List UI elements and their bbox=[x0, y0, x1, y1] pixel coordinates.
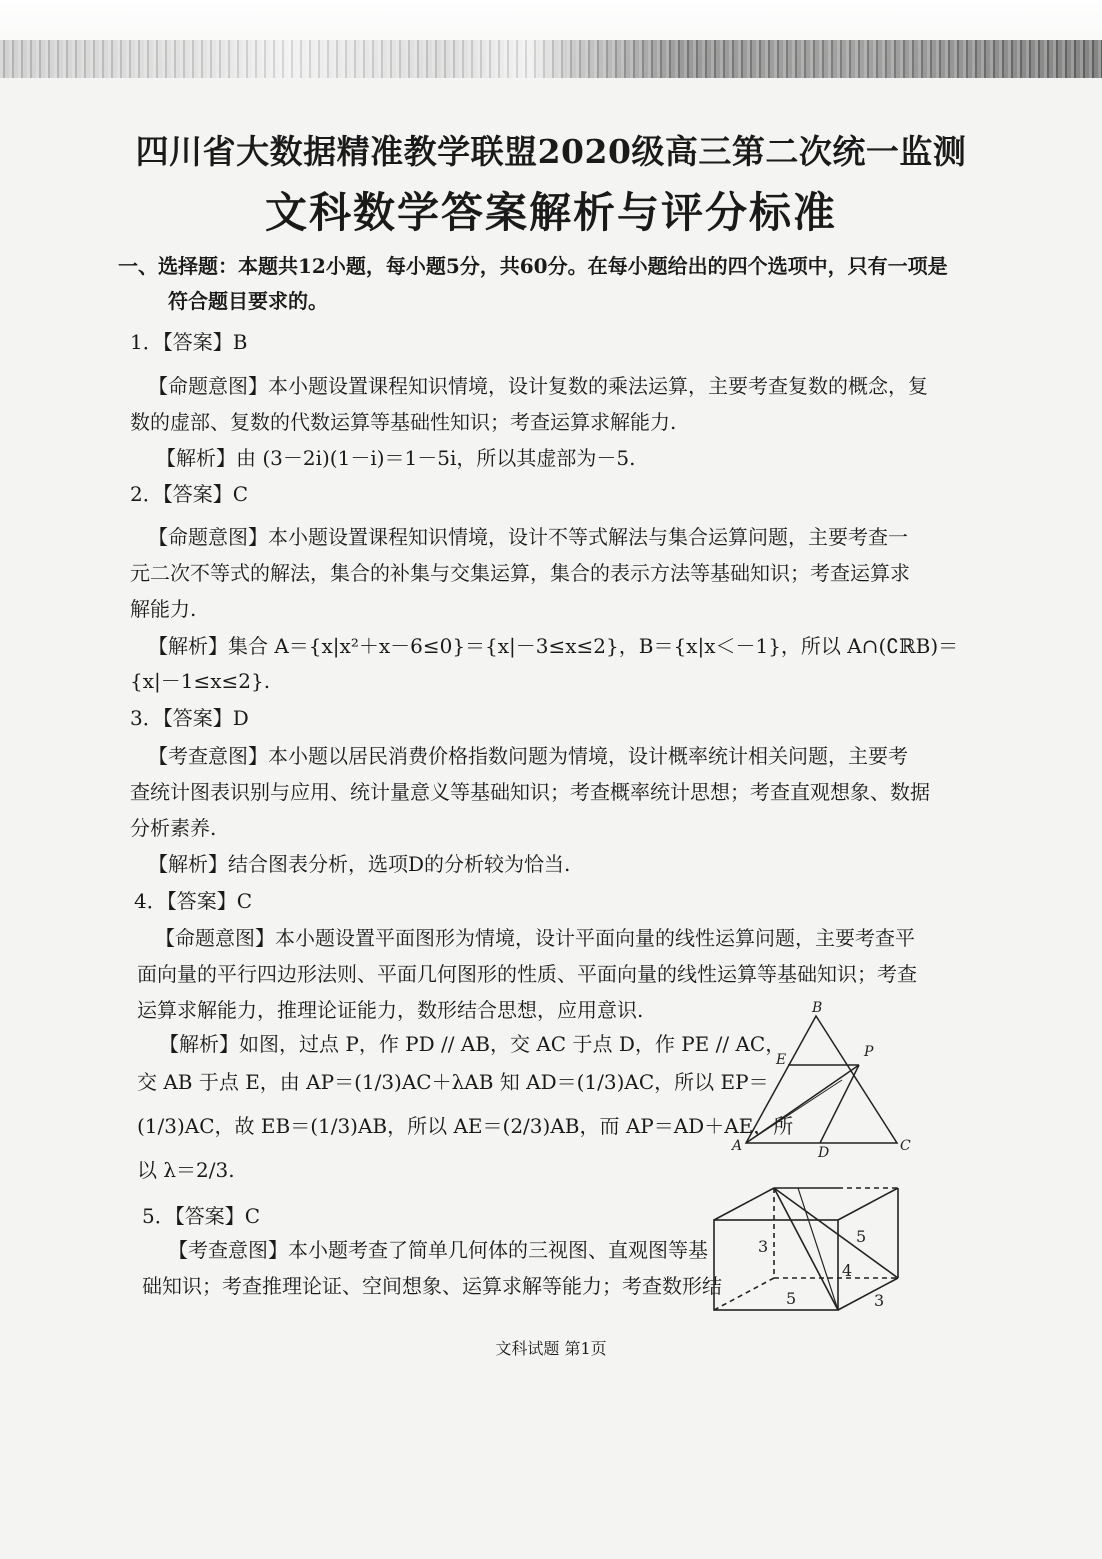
q2-answer: 2．【答案】C bbox=[130, 482, 249, 506]
q4-analysis-cont: 交 AB 于点 E，由 AP＝(1/3)AC＋λAB 知 AD＝(1/3)AC，所以 EP＝ bbox=[137, 1070, 769, 1094]
q5-intent-cont: 础知识；考查推理论证、空间想象、运算求解等能力；考查数形结 bbox=[142, 1274, 722, 1298]
label-p: P bbox=[864, 1044, 874, 1060]
label-e: E bbox=[776, 1052, 787, 1068]
q3-intent: 【考查意图】本小题以居民消费价格指数问题为情境，设计概率统计相关问题，主要考 bbox=[148, 744, 908, 768]
triangle-figure bbox=[724, 1000, 914, 1158]
label-a: A bbox=[732, 1138, 743, 1154]
solid-figure bbox=[708, 1182, 918, 1318]
q1-intent: 【命题意图】本小题设置课程知识情境，设计复数的乘法运算，主要考查复数的概念，复 bbox=[148, 374, 928, 398]
q5-intent: 【考查意图】本小题考查了简单几何体的三视图、直观图等基 bbox=[168, 1238, 708, 1262]
section-heading: 一、选择题：本题共12小题，每小题5分，共60分。在每小题给出的四个选项中，只有一项是 bbox=[118, 254, 948, 278]
page-footer: 文科试题 第1页 bbox=[495, 1339, 607, 1358]
label-b: B bbox=[812, 1000, 823, 1016]
label-c: C bbox=[900, 1138, 911, 1154]
q2-analysis-cont: {x|－1≤x≤2}. bbox=[130, 669, 271, 693]
edge-label-5-right: 5 bbox=[856, 1227, 867, 1246]
document-title: 文科数学答案解析与评分标准 bbox=[264, 188, 837, 237]
q1-analysis: 【解析】由 (3－2i)(1－i)＝1－5i，所以其虚部为－5. bbox=[156, 446, 636, 470]
edge-label-3-left: 3 bbox=[758, 1237, 769, 1256]
label-d: D bbox=[818, 1145, 830, 1158]
q2-intent-cont2: 解能力. bbox=[130, 597, 197, 621]
q3-answer: 3．【答案】D bbox=[130, 706, 249, 730]
edge-label-3-bottom: 3 bbox=[874, 1291, 885, 1310]
q4-answer: 4．【答案】C bbox=[134, 889, 253, 913]
exam-title: 四川省大数据精准教学联盟2020级高三第二次统一监测 bbox=[135, 132, 967, 171]
q4-analysis-cont2: (1/3)AC，故 EB＝(1/3)AB，所以 AE＝(2/3)AB，而 AP＝AD＋AE，所 bbox=[137, 1114, 794, 1138]
edge-label-4: 4 bbox=[842, 1261, 853, 1280]
q1-answer: 1．【答案】B bbox=[130, 330, 248, 354]
section-heading-cont: 符合题目要求的。 bbox=[168, 289, 328, 313]
q2-intent-cont: 元二次不等式的解法，集合的补集与交集运算，集合的表示方法等基础知识；考查运算求 bbox=[130, 561, 910, 585]
q2-analysis: 【解析】集合 A＝{x|x²＋x－6≤0}＝{x|－3≤x≤2}，B＝{x|x＜－1}，所以 A∩(∁ℝB)＝ bbox=[148, 634, 959, 658]
q3-intent-cont: 查统计图表识别与应用、统计量意义等基础知识；考查概率统计思想；考查直观想象、数据 bbox=[130, 780, 930, 804]
scan-artifact-band bbox=[0, 40, 1102, 78]
edge-label-5-bottom: 5 bbox=[786, 1289, 797, 1308]
q1-intent-cont: 数的虚部、复数的代数运算等基础性知识；考查运算求解能力. bbox=[130, 410, 677, 434]
q2-intent: 【命题意图】本小题设置课程知识情境，设计不等式解法与集合运算问题，主要考查一 bbox=[148, 525, 908, 549]
q4-intent: 【命题意图】本小题设置平面图形为情境，设计平面向量的线性运算问题，主要考查平 bbox=[155, 926, 915, 950]
q3-analysis: 【解析】结合图表分析，选项D的分析较为恰当. bbox=[148, 852, 571, 876]
q4-intent-cont2: 运算求解能力，推理论证能力，数形结合思想，应用意识. bbox=[137, 998, 644, 1022]
q5-answer: 5．【答案】C bbox=[142, 1204, 261, 1228]
q4-intent-cont: 面向量的平行四边形法则、平面几何图形的性质、平面向量的线性运算等基础知识；考查 bbox=[137, 962, 917, 986]
q4-analysis-cont3: 以 λ＝2/3. bbox=[137, 1158, 235, 1182]
q3-intent-cont2: 分析素养. bbox=[130, 816, 217, 840]
q4-analysis: 【解析】如图，过点 P，作 PD // AB，交 AC 于点 D，作 PE // AC， bbox=[159, 1032, 786, 1056]
